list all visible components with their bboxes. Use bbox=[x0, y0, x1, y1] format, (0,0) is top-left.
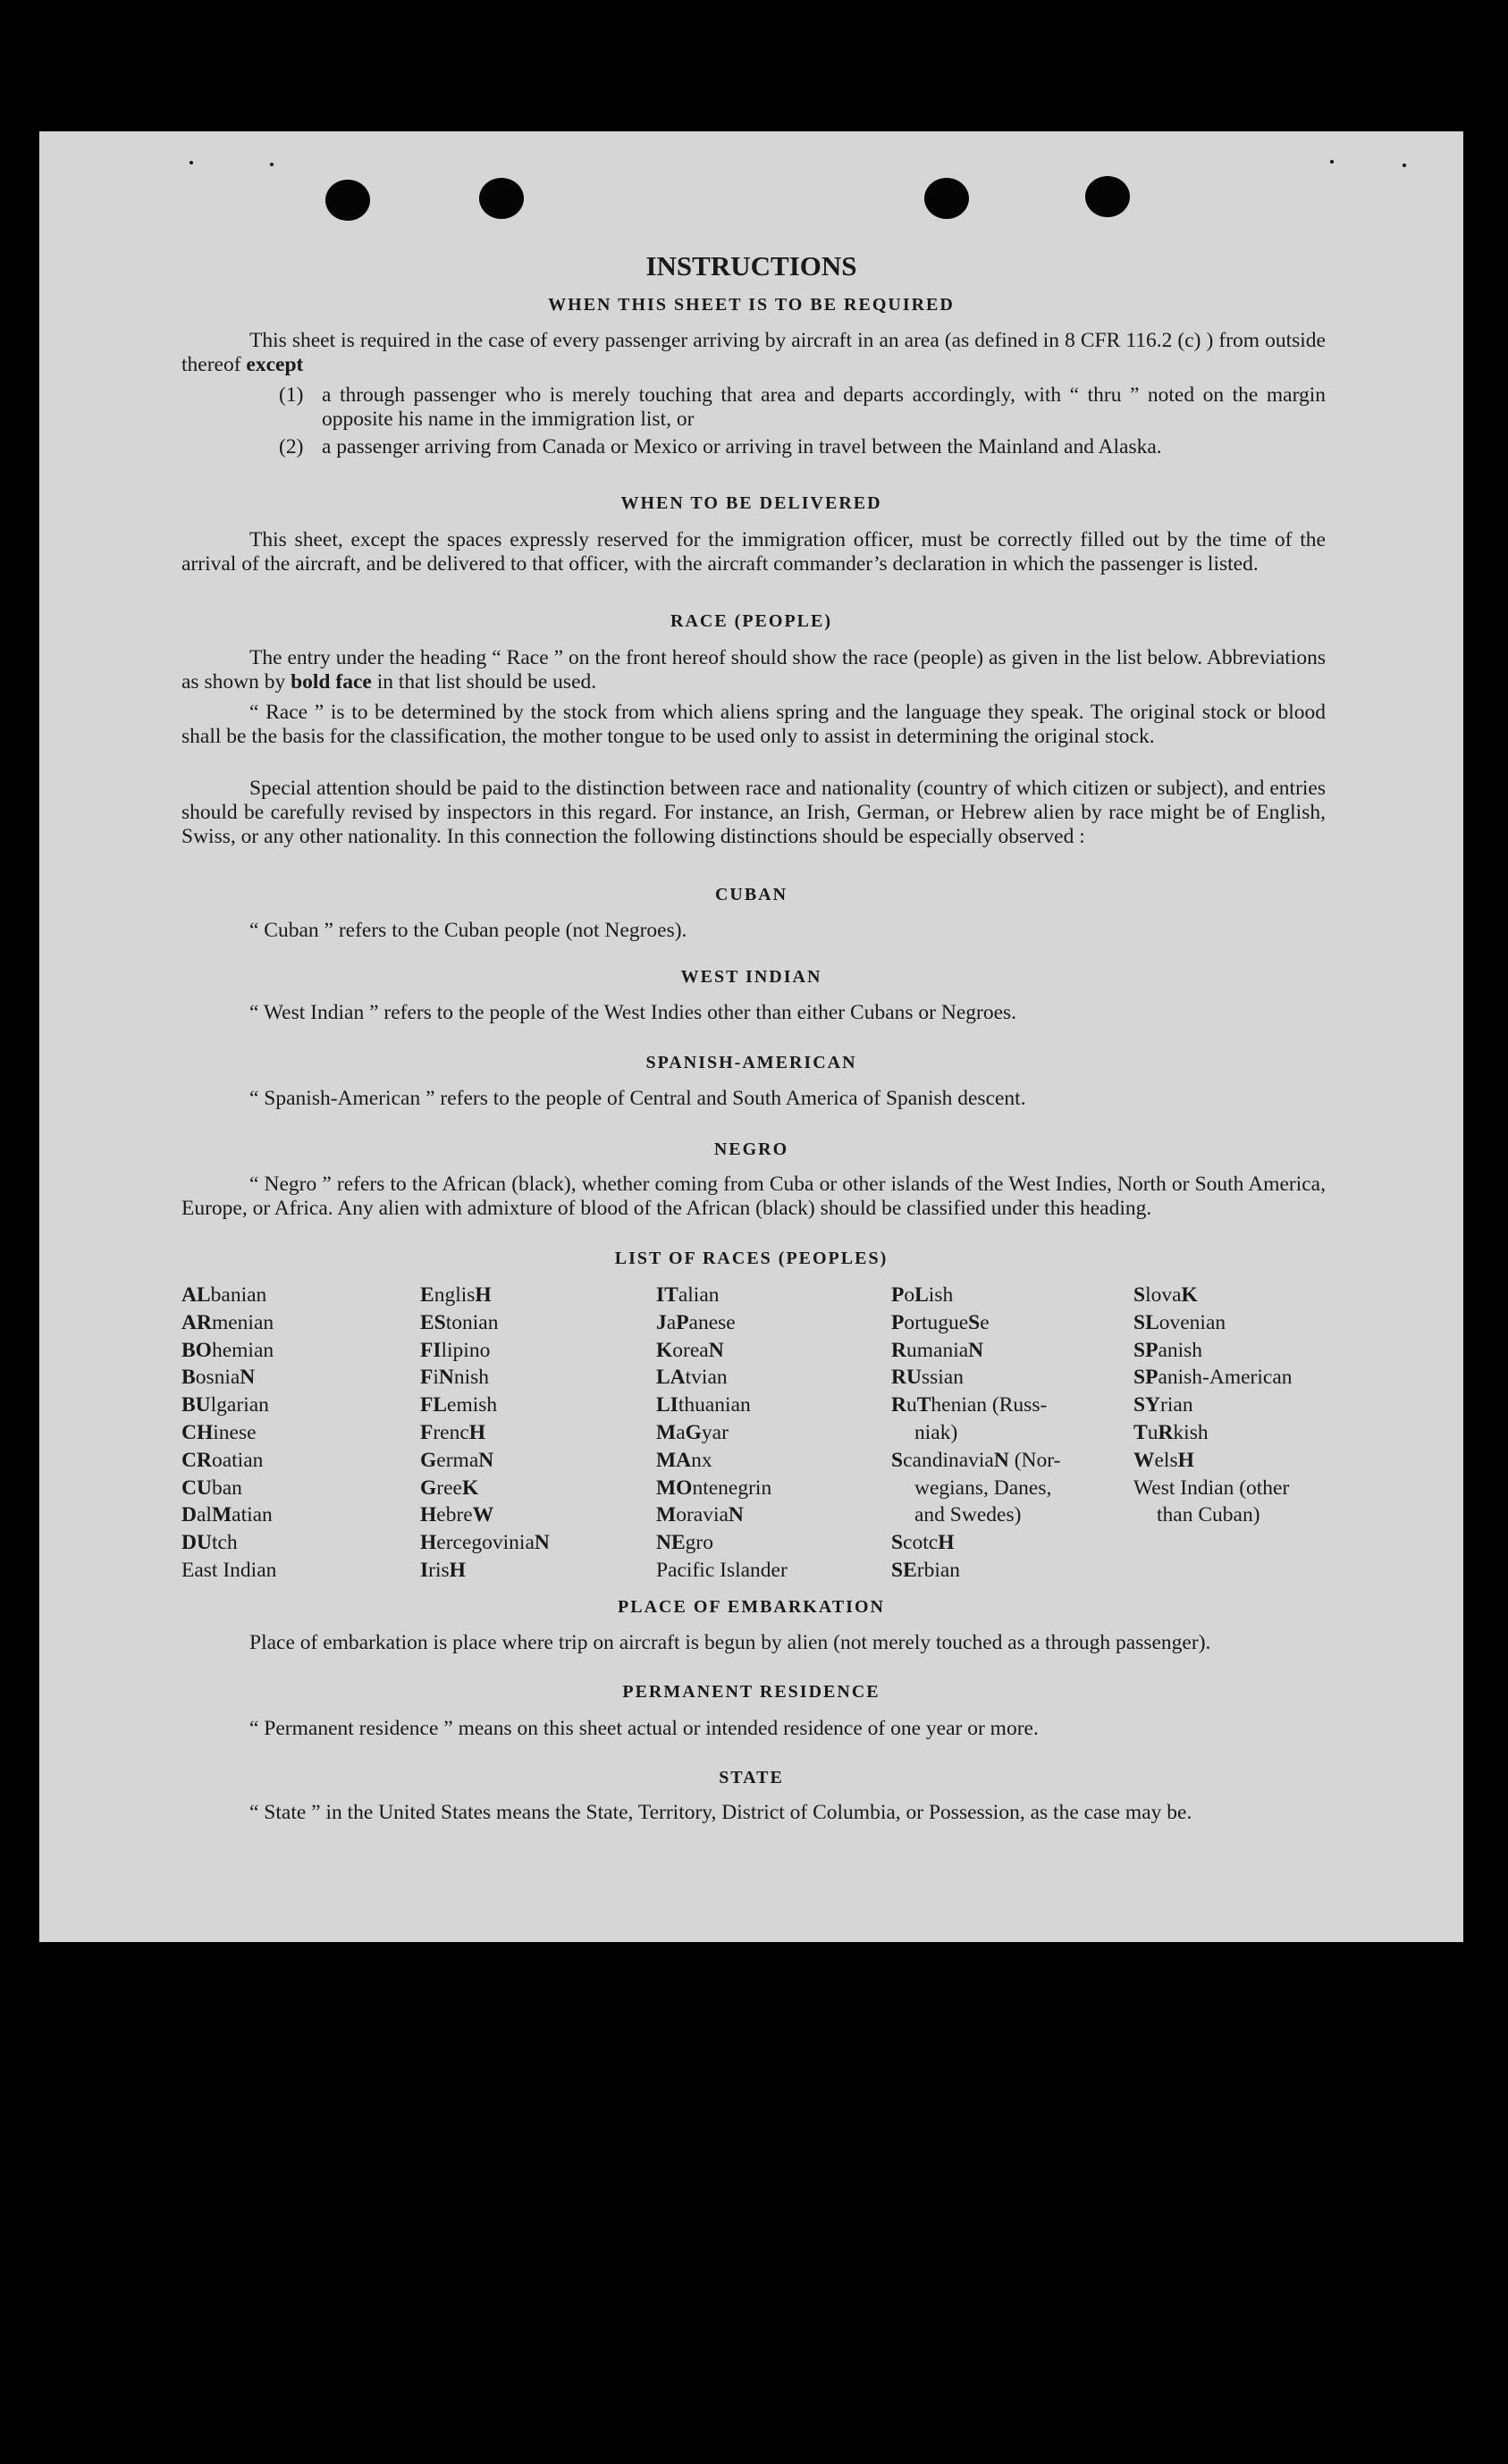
race-entry: ScandinaviaN (Nor- bbox=[891, 1448, 1061, 1472]
heading-when-required: WHEN THIS SHEET IS TO BE REQUIRED bbox=[548, 295, 955, 315]
race-entry: MOntenegrin bbox=[656, 1476, 772, 1500]
race-entry: Pacific Islander bbox=[656, 1558, 788, 1582]
race-entry: ITalian bbox=[656, 1283, 720, 1307]
race-entry: IrisH bbox=[420, 1558, 466, 1582]
race-entry: East Indian bbox=[181, 1558, 277, 1582]
race-entry: RuThenian (Russ- bbox=[891, 1393, 1048, 1417]
punch-hole-3 bbox=[924, 178, 969, 219]
race-entry: FLemish bbox=[420, 1393, 498, 1417]
race-entry: BosniaN bbox=[181, 1366, 256, 1390]
negro-text: “ Negro ” refers to the African (black), whether coming from Cuba or other islands of the West Indies, North or South America, Europe, or Africa. Any alien with admixture of blood of the African (black) should be classified under this heading. bbox=[181, 1173, 1326, 1220]
punch-hole-1 bbox=[325, 180, 370, 221]
when-delivered-text: This sheet, except the spaces expressly reserved for the immigration officer, must be correctly filled out by the time of the arrival of the aircraft, and be delivered to that officer, with the aircraft commander’s declaration in which the passenger is listed. bbox=[181, 528, 1326, 576]
race-paragraph-2: “ Race ” is to be determined by the stock from which aliens spring and the language they speak. The original stock or blood shall be the basis for the classification, the mother tongue to be used only to assist in determining the original stock. bbox=[181, 701, 1326, 748]
page-title: INSTRUCTIONS bbox=[645, 250, 857, 282]
race-entry: KoreaN bbox=[656, 1338, 724, 1362]
race-entry: EStonian bbox=[420, 1310, 499, 1334]
race-entry: SPanish bbox=[1133, 1338, 1203, 1362]
race-entry: West Indian (other bbox=[1133, 1476, 1290, 1500]
race-entry: GreeK bbox=[420, 1476, 479, 1500]
race-entry: SPanish-American bbox=[1133, 1366, 1293, 1390]
race-entry: WelsH bbox=[1133, 1448, 1194, 1472]
race-entry: PortugueSe bbox=[891, 1310, 990, 1334]
race-entry: JaPanese bbox=[656, 1310, 736, 1334]
cuban-text: “ Cuban ” refers to the Cuban people (not Negroes). bbox=[249, 919, 687, 942]
punch-hole-4 bbox=[1085, 176, 1130, 217]
race-column-5 bbox=[1133, 1282, 1293, 1529]
race-entry: FiNnish bbox=[420, 1366, 490, 1390]
race-entry: MoraviaN bbox=[656, 1503, 744, 1527]
heading-state: STATE bbox=[719, 1768, 784, 1787]
race-entry: RUssian bbox=[891, 1366, 964, 1390]
race-entry: CHinese bbox=[181, 1420, 257, 1444]
heading-permanent-residence: PERMANENT RESIDENCE bbox=[622, 1682, 880, 1702]
west-indian-text: “ West Indian ” refers to the people of the West Indies other than either Cubans or Negroes. bbox=[249, 1001, 1017, 1024]
race-entry: MaGyar bbox=[656, 1420, 729, 1444]
race-entry: and Swedes) bbox=[914, 1503, 1022, 1527]
instruction-sheet bbox=[39, 131, 1463, 1942]
heading-race: RACE (PEOPLE) bbox=[670, 611, 832, 631]
residence-text: “ Permanent residence ” means on this sheet actual or intended residence of one year or more. bbox=[249, 1717, 1039, 1740]
race-entry: FrencH bbox=[420, 1420, 486, 1444]
heading-spanish-american: SPANISH-AMERICAN bbox=[645, 1053, 857, 1072]
speck bbox=[1403, 164, 1406, 167]
speck bbox=[270, 163, 274, 166]
race-entry: EnglisH bbox=[420, 1283, 492, 1307]
race-paragraph-3: Special attention should be paid to the distinction between race and nationality (country of which citizen or subject), and entries should be carefully revised by inspectors in this regard. For instance, an Irish, German, or Hebrew alien by race might be of English, Swiss, or any other nationality. In this connection the following distinctions should be especially observed : bbox=[181, 777, 1326, 848]
heading-cuban: CUBAN bbox=[714, 885, 788, 904]
when-required-item-1: (1) a through passenger who is merely touching that area and departs accordingly, with “ thru ” noted on the margin opposite his name in the immigration list, or bbox=[279, 383, 1326, 431]
punch-hole-2 bbox=[479, 178, 524, 219]
race-entry: SYrian bbox=[1133, 1393, 1193, 1417]
race-entry: than Cuban) bbox=[1157, 1503, 1260, 1527]
state-text: “ State ” in the United States means the State, Territory, District of Columbia, or Possession, as the case may be. bbox=[249, 1801, 1192, 1824]
race-entry: RumaniaN bbox=[891, 1338, 984, 1362]
when-required-intro: This sheet is required in the case of every passenger arriving by aircraft in an area (as defined in 8 CFR 116.2 (c) ) from outside thereof except bbox=[181, 329, 1326, 376]
race-entry: PoLish bbox=[891, 1283, 954, 1307]
race-entry: BUlgarian bbox=[181, 1393, 269, 1417]
race-entry: NEgro bbox=[656, 1531, 713, 1555]
race-entry: TuRkish bbox=[1133, 1420, 1209, 1444]
race-entry: MAnx bbox=[656, 1448, 712, 1472]
speck bbox=[1330, 160, 1334, 164]
race-entry: CUban bbox=[181, 1476, 242, 1500]
race-column-4 bbox=[891, 1282, 1060, 1585]
race-entry: SlovaK bbox=[1133, 1283, 1198, 1307]
race-entry: HebreW bbox=[420, 1503, 494, 1527]
race-entry: DalMatian bbox=[181, 1503, 273, 1527]
heading-list-of-races: LIST OF RACES (PEOPLES) bbox=[614, 1249, 889, 1268]
heading-west-indian: WEST INDIAN bbox=[680, 967, 822, 987]
race-entry: wegians, Danes, bbox=[914, 1476, 1052, 1500]
race-entry: BOhemian bbox=[181, 1338, 274, 1362]
embarkation-text: Place of embarkation is place where trip on aircraft is begun by alien (not merely touched as a through passenger). bbox=[249, 1631, 1211, 1654]
heading-when-delivered: WHEN TO BE DELIVERED bbox=[620, 493, 882, 513]
speck bbox=[190, 161, 193, 164]
race-entry: GermaN bbox=[420, 1448, 494, 1472]
race-column-2 bbox=[420, 1282, 550, 1585]
race-entry: FIlipino bbox=[420, 1338, 491, 1362]
race-column-1 bbox=[181, 1282, 276, 1585]
race-entry: LIthuanian bbox=[656, 1393, 751, 1417]
heading-embarkation: PLACE OF EMBARKATION bbox=[618, 1597, 885, 1617]
race-entry: DUtch bbox=[181, 1531, 238, 1555]
race-entry: niak) bbox=[914, 1420, 958, 1444]
race-column-3 bbox=[656, 1282, 788, 1585]
race-entry: SErbian bbox=[891, 1558, 961, 1582]
race-paragraph-1: The entry under the heading “ Race ” on the front hereof should show the race (people) as given in the list below. Abbreviations as shown by bold face in that list should be used. bbox=[181, 646, 1326, 694]
race-entry: LAtvian bbox=[656, 1366, 728, 1390]
heading-negro: NEGRO bbox=[713, 1139, 789, 1159]
spanish-american-text: “ Spanish-American ” refers to the people of Central and South America of Spanish descent. bbox=[249, 1087, 1026, 1110]
race-entry: CRoatian bbox=[181, 1448, 264, 1472]
when-required-item-2: (2) a passenger arriving from Canada or Mexico or arriving in travel between the Mainland and Alaska. bbox=[279, 435, 1162, 458]
race-entry: SLovenian bbox=[1133, 1310, 1226, 1334]
race-entry: HercegoviniaN bbox=[420, 1531, 550, 1555]
race-entry: ScotcH bbox=[891, 1531, 955, 1555]
race-entry: ALbanian bbox=[181, 1283, 267, 1307]
race-entry: ARmenian bbox=[181, 1310, 274, 1334]
